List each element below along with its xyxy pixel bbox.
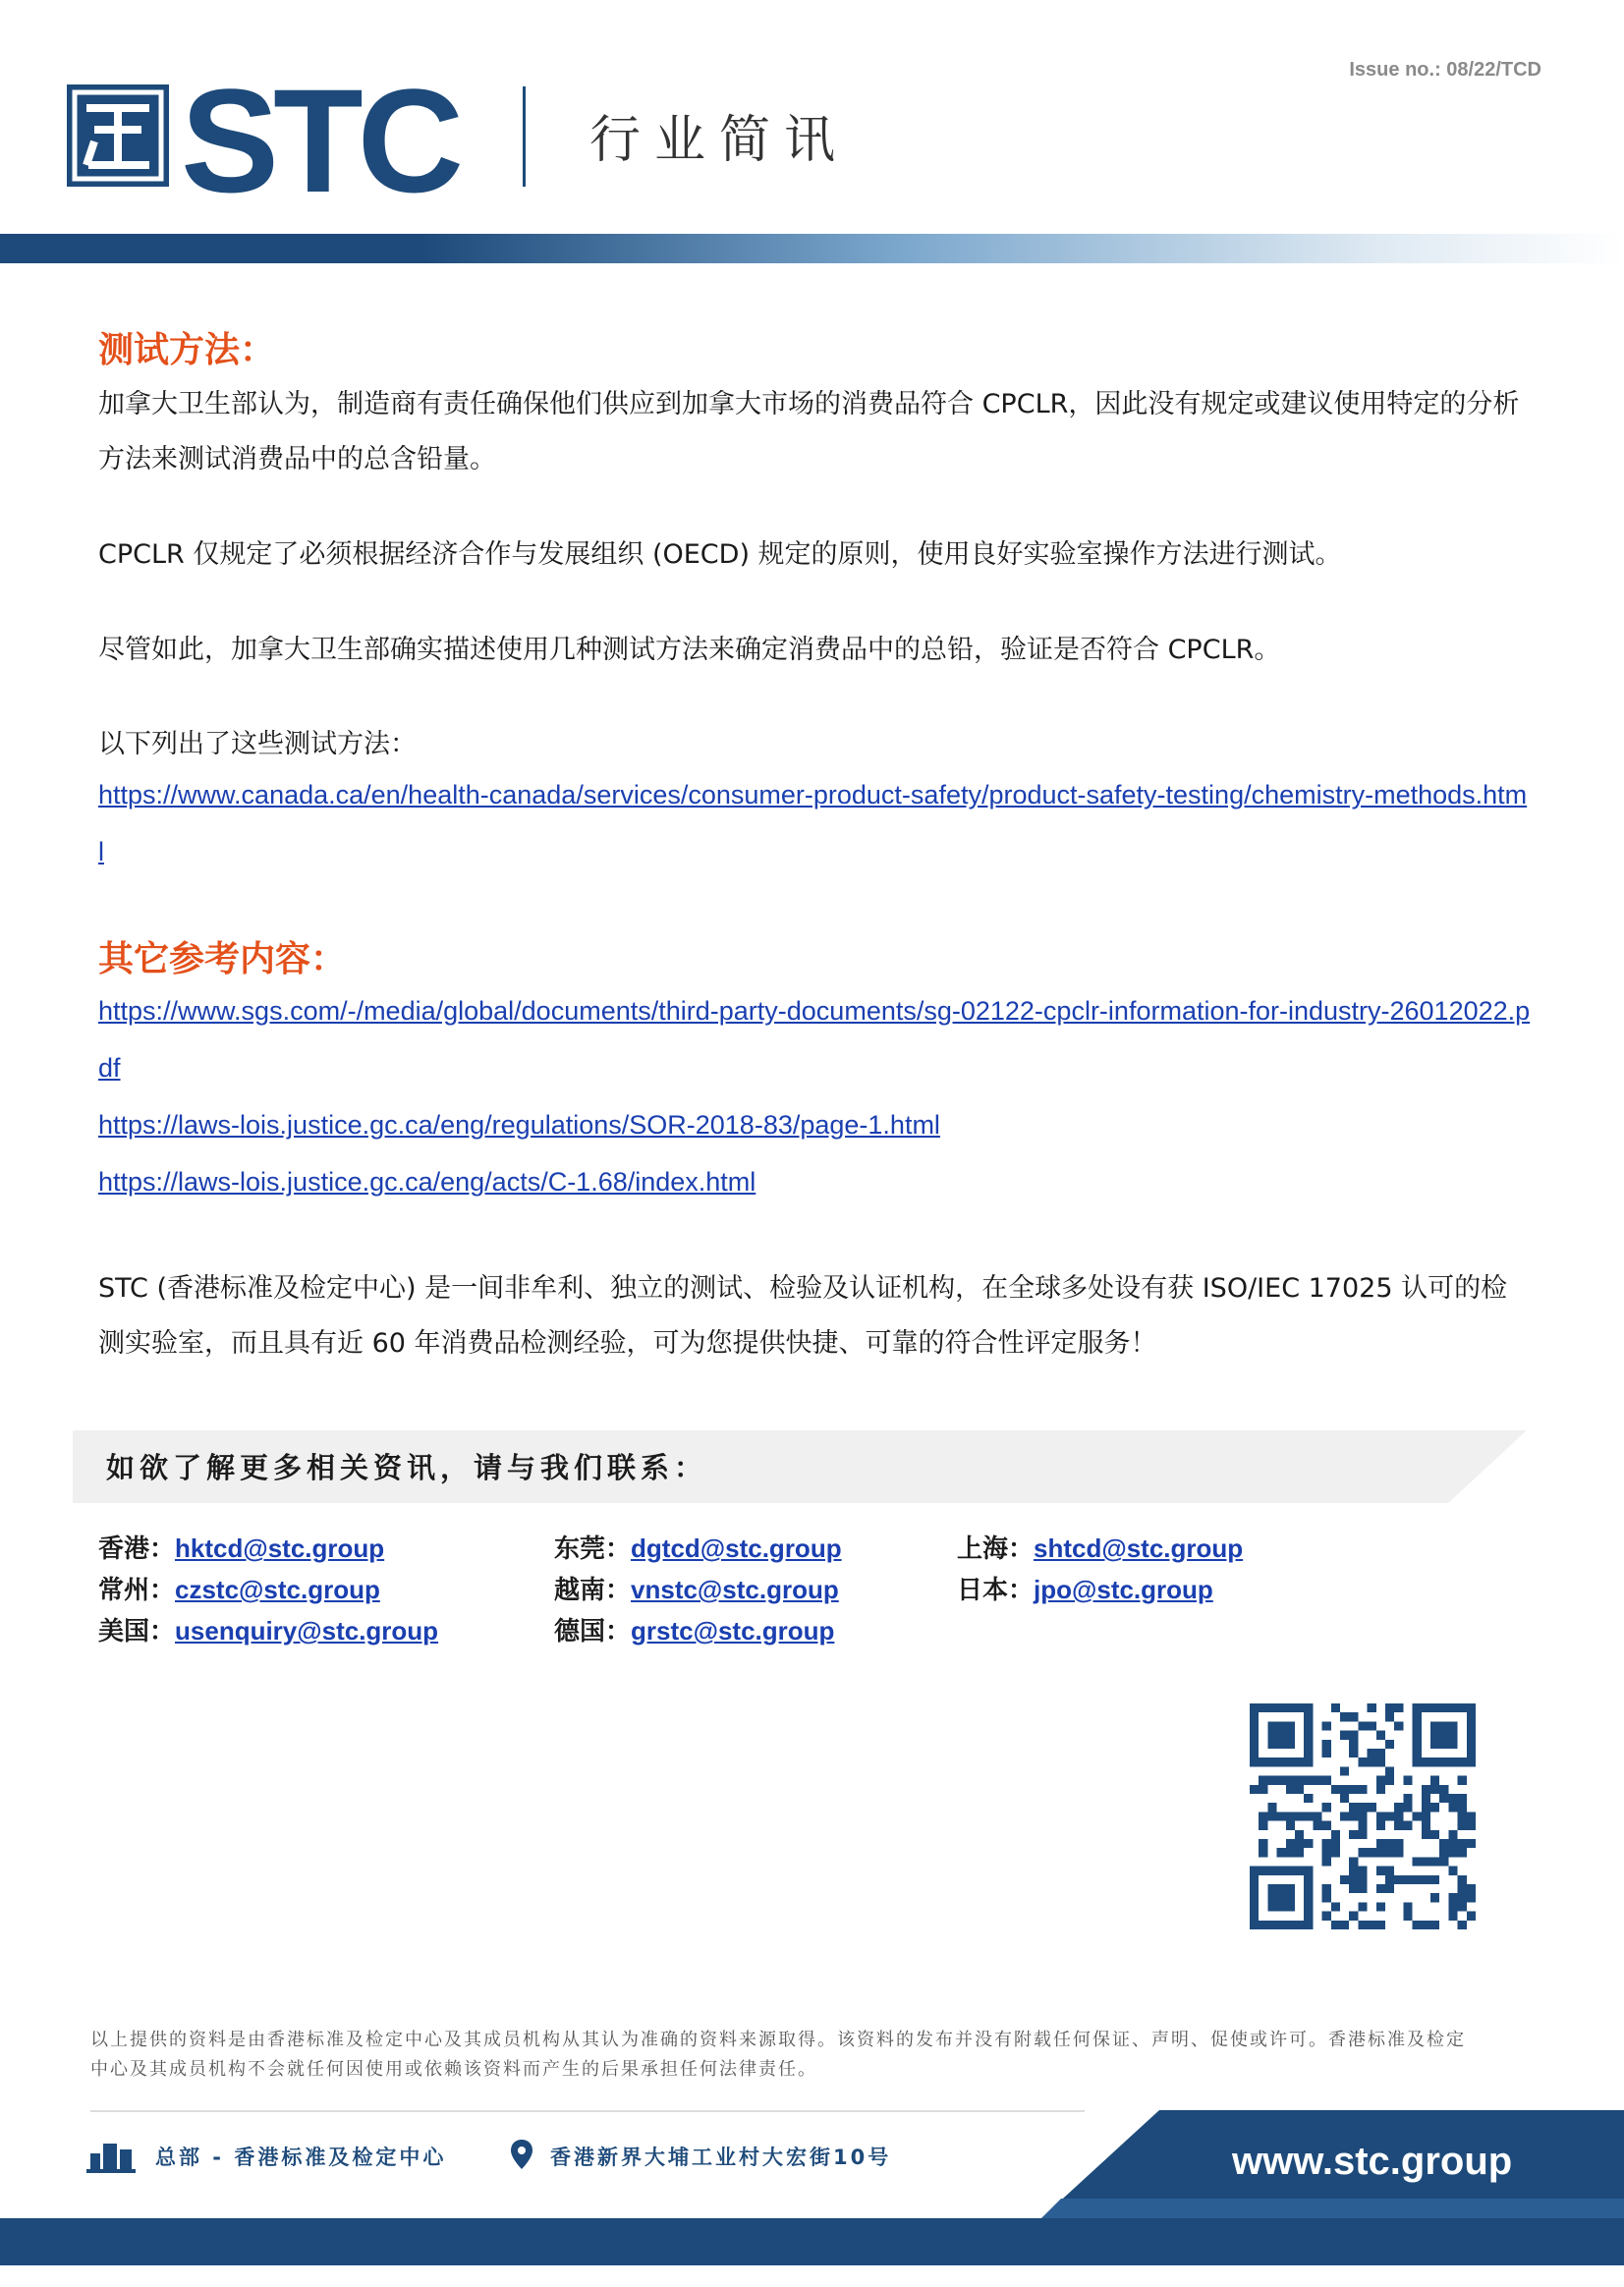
logo-wordmark: STC (181, 58, 458, 223)
link-cpcla-act[interactable]: https://laws-lois.justice.gc.ca/eng/acts/C-1.68/index.html (98, 1167, 756, 1197)
contact-label: 东莞： (554, 1534, 632, 1564)
contact-changzhou (98, 1569, 380, 1611)
issue-number: Issue no.: 08/22/TCD (1349, 59, 1541, 81)
contact-usa (98, 1610, 438, 1652)
contact-label: 德国： (554, 1617, 632, 1646)
link-sor-regulation[interactable]: https://laws-lois.justice.gc.ca/eng/regulations/SOR-2018-83/page-1.html (98, 1110, 940, 1140)
about-stc-paragraph: STC (香港标准及检定中心) 是一间非牟利、独立的测试、检验及认证机构，在全球多处设有获 ISO/IEC 17025 认可的检测实验室，而且具有近 60 年消费品检测经验，可为您提供快捷、可靠的符合性评定服务！ (98, 1273, 1508, 1359)
contact-label: 美国： (98, 1617, 176, 1646)
newsletter-title: 行业简讯 (589, 111, 850, 170)
contact-email[interactable]: vnstc@stc.group (631, 1575, 839, 1604)
contact-email[interactable]: czstc@stc.group (175, 1575, 380, 1604)
stc-logo-icon (65, 83, 171, 189)
disclaimer-text: 以上提供的资料是由香港标准及检定中心及其成员机构从其认为准确的资料来源取得。该资料的发布并没有附载任何保证、声明、促使或许可。香港标准及检定中心及其成员机构不会就任何因使用或依赖该资料而产生的后果承担任何法律责任。 (90, 2030, 1466, 2080)
header-divider (523, 86, 526, 187)
contact-email[interactable]: grstc@stc.group (631, 1616, 835, 1646)
paragraph-health-canada: 加拿大卫生部认为，制造商有责任确保他们供应到加拿大市场的消费品符合 CPCLR，因此没有规定或建议使用特定的分析方法来测试消费品中的总含铅量。 (98, 389, 1520, 474)
header-gradient-band (0, 234, 1624, 263)
section-heading-references: 其它参考内容： (98, 939, 347, 979)
contact-label: 上海： (957, 1534, 1035, 1564)
contact-label: 香港： (98, 1534, 176, 1564)
link-sgs-document[interactable]: https://www.sgs.com/-/media/global/documents/third-party-documents/sg-02122-cpclr-information-for-industry-26012022.pdf (98, 996, 1531, 1083)
contact-email[interactable]: usenquiry@stc.group (175, 1616, 439, 1646)
contact-label: 常州： (98, 1576, 176, 1605)
contact-vietnam (554, 1569, 839, 1611)
footer-address: 香港新界大埔工业村大宏街10号 (550, 2146, 892, 2169)
contact-email[interactable]: dgtcd@stc.group (631, 1534, 842, 1563)
contact-japan (957, 1569, 1213, 1611)
contact-email[interactable]: shtcd@stc.group (1034, 1534, 1244, 1563)
contact-label: 越南： (554, 1576, 632, 1605)
contact-germany (554, 1610, 834, 1652)
section-heading-test-methods: 测试方法： (98, 330, 276, 370)
contact-email[interactable]: hktcd@stc.group (175, 1534, 385, 1563)
qr-code-icon[interactable] (1250, 1703, 1476, 1929)
contact-label: 日本： (957, 1576, 1035, 1605)
contact-dongguan (554, 1528, 842, 1570)
paragraph-oecd: CPCLR 仅规定了必须根据经济合作与发展组织 (OECD) 规定的原则，使用良好实验室操作方法进行测试。 (98, 539, 1342, 570)
footer-headquarters: 总部 - 香港标准及检定中心 (155, 2146, 447, 2169)
paragraph-test-methods: 尽管如此，加拿大卫生部确实描述使用几种测试方法来确定消费品中的总铅，验证是否符合 CPCLR。 (98, 635, 1281, 665)
paragraph-list-intro: 以下列出了这些测试方法： (98, 729, 417, 759)
link-chemistry-methods[interactable]: https://www.canada.ca/en/health-canada/services/consumer-product-safety/product-safety-testing/chemistry-methods.html (98, 780, 1528, 866)
contact-email[interactable]: jpo@stc.group (1034, 1575, 1213, 1604)
contact-shanghai (957, 1528, 1243, 1570)
contact-title: 如欲了解更多相关资讯，请与我们联系： (106, 1451, 708, 1484)
footer-decoration (0, 2110, 1624, 2287)
website-link[interactable]: www.stc.group (1232, 2140, 1513, 2183)
contact-hongkong (98, 1528, 384, 1570)
